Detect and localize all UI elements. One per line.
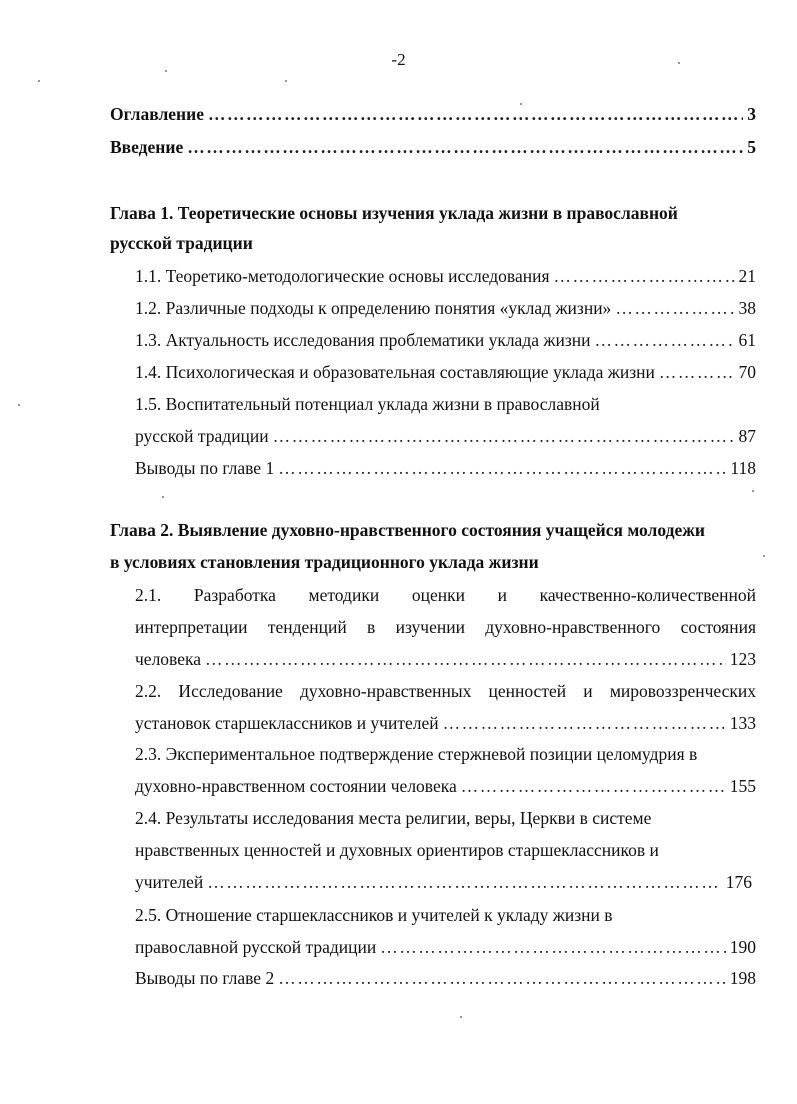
toc-entry-2-4-line2[interactable]: нравственных ценностей и духовных ориентиров старшеклассников и bbox=[135, 840, 659, 860]
scan-speck bbox=[18, 404, 20, 406]
toc-entry-1-3[interactable] bbox=[135, 330, 756, 350]
toc-page: 198 bbox=[729, 968, 756, 988]
toc-leader bbox=[207, 872, 722, 892]
toc-page: 118 bbox=[730, 458, 756, 478]
chapter1-title-line2: русской традиции bbox=[110, 233, 253, 253]
toc-label: 1.4. Психологическая и образовательная составляющие уклада жизни bbox=[135, 362, 655, 382]
toc-leader bbox=[461, 776, 726, 796]
toc-entry-2-2[interactable] bbox=[135, 713, 756, 733]
chapter1-title-line1: Глава 1. Теоретические основы изучения уклада жизни в православной bbox=[110, 203, 678, 223]
toc-page: 190 bbox=[729, 937, 756, 957]
toc-page: 38 bbox=[738, 298, 756, 318]
toc-leader bbox=[554, 266, 735, 286]
toc-leader bbox=[594, 330, 734, 350]
toc-leader bbox=[273, 426, 735, 446]
toc-leader bbox=[278, 968, 726, 988]
toc-page: 133 bbox=[729, 713, 756, 733]
toc-entry-2-3-line1[interactable]: 2.3. Экспериментальное подтверждение стержневой позиции целомудрия в bbox=[135, 744, 698, 764]
toc-page: 3 bbox=[747, 104, 756, 124]
toc-page: 123 bbox=[729, 649, 756, 669]
toc-page: 21 bbox=[738, 266, 756, 286]
scan-speck bbox=[460, 1016, 462, 1018]
toc-entry-1-1[interactable] bbox=[135, 266, 756, 286]
toc-entry-ch1-conclusions[interactable] bbox=[135, 458, 756, 478]
toc-leader bbox=[659, 362, 735, 382]
scan-speck bbox=[678, 62, 680, 64]
toc-entry-2-3[interactable] bbox=[135, 776, 756, 796]
toc-label: 1.2. Различные подходы к определению понятия «уклад жизни» bbox=[135, 298, 612, 318]
toc-page: 155 bbox=[729, 776, 756, 796]
toc-page: 70 bbox=[738, 362, 756, 382]
toc-page: 87 bbox=[738, 426, 756, 446]
scan-speck bbox=[38, 80, 40, 82]
toc-entry-1-2[interactable] bbox=[135, 298, 756, 318]
toc-label: установок старшеклассников и учителей bbox=[135, 713, 439, 733]
toc-entry-ch2-conclusions[interactable] bbox=[135, 968, 756, 988]
scan-speck bbox=[752, 490, 754, 492]
toc-entry-contents[interactable] bbox=[110, 104, 756, 124]
toc-entry-1-5-line1[interactable]: 1.5. Воспитательный потенциал уклада жизни в православной bbox=[135, 394, 600, 414]
toc-label: православной русской традиции bbox=[135, 937, 377, 957]
toc-leader bbox=[187, 137, 743, 157]
toc-entry-2-5[interactable] bbox=[135, 937, 756, 957]
toc-leader bbox=[615, 298, 734, 318]
scan-speck bbox=[162, 496, 164, 498]
toc-entry-introduction[interactable] bbox=[110, 137, 756, 157]
page-number: -2 bbox=[391, 50, 406, 69]
scan-speck bbox=[763, 555, 765, 557]
toc-entry-2-4[interactable] bbox=[135, 872, 752, 892]
scan-speck bbox=[520, 103, 522, 105]
toc-label: Оглавление bbox=[110, 104, 204, 124]
toc-leader bbox=[205, 649, 726, 669]
toc-label: духовно-нравственном состоянии человека bbox=[135, 776, 457, 796]
toc-label: человека bbox=[135, 649, 201, 669]
toc-leader bbox=[278, 458, 726, 478]
scan-speck bbox=[285, 80, 287, 82]
scan-speck bbox=[165, 70, 167, 72]
toc-leader bbox=[443, 713, 726, 733]
toc-entry-2-2-line1[interactable]: 2.2. Исследование духовно-нравственных ценностей и мировоззренческих bbox=[135, 681, 756, 701]
toc-leader bbox=[208, 104, 743, 124]
toc-entry-2-1[interactable] bbox=[135, 649, 756, 669]
toc-entry-2-1-line2[interactable]: интерпретации тенденций в изучении духовно-нравственного состояния bbox=[135, 617, 756, 637]
toc-entry-1-4[interactable] bbox=[135, 362, 756, 382]
toc-entry-2-1-line1[interactable]: 2.1. Разработка методики оценки и качественно-количественной bbox=[135, 585, 756, 605]
toc-entry-2-4-line1[interactable]: 2.4. Результаты исследования места религии, веры, Церкви в системе bbox=[135, 808, 652, 828]
toc-entry-2-5-line1[interactable]: 2.5. Отношение старшеклассников и учителей к укладу жизни в bbox=[135, 905, 613, 925]
toc-label: 1.1. Теоретико-методологические основы исследования bbox=[135, 266, 550, 286]
toc-label: Введение bbox=[110, 137, 184, 157]
toc-label: 1.3. Актуальность исследования проблематики уклада жизни bbox=[135, 330, 591, 350]
toc-page: 5 bbox=[747, 137, 756, 157]
toc-label: Выводы по главе 1 bbox=[135, 458, 275, 478]
toc-label: Выводы по главе 2 bbox=[135, 968, 275, 988]
chapter2-title-line1: Глава 2. Выявление духовно-нравственного состояния учащейся молодежи bbox=[110, 520, 706, 540]
toc-entry-1-5[interactable] bbox=[135, 426, 756, 446]
toc-label: русской традиции bbox=[135, 426, 269, 446]
chapter2-title-line2: в условиях становления традиционного уклада жизни bbox=[110, 552, 539, 572]
toc-page: 176 bbox=[725, 872, 752, 892]
toc-leader bbox=[380, 937, 726, 957]
toc-page: 61 bbox=[738, 330, 756, 350]
toc-label: учителей bbox=[135, 872, 204, 892]
